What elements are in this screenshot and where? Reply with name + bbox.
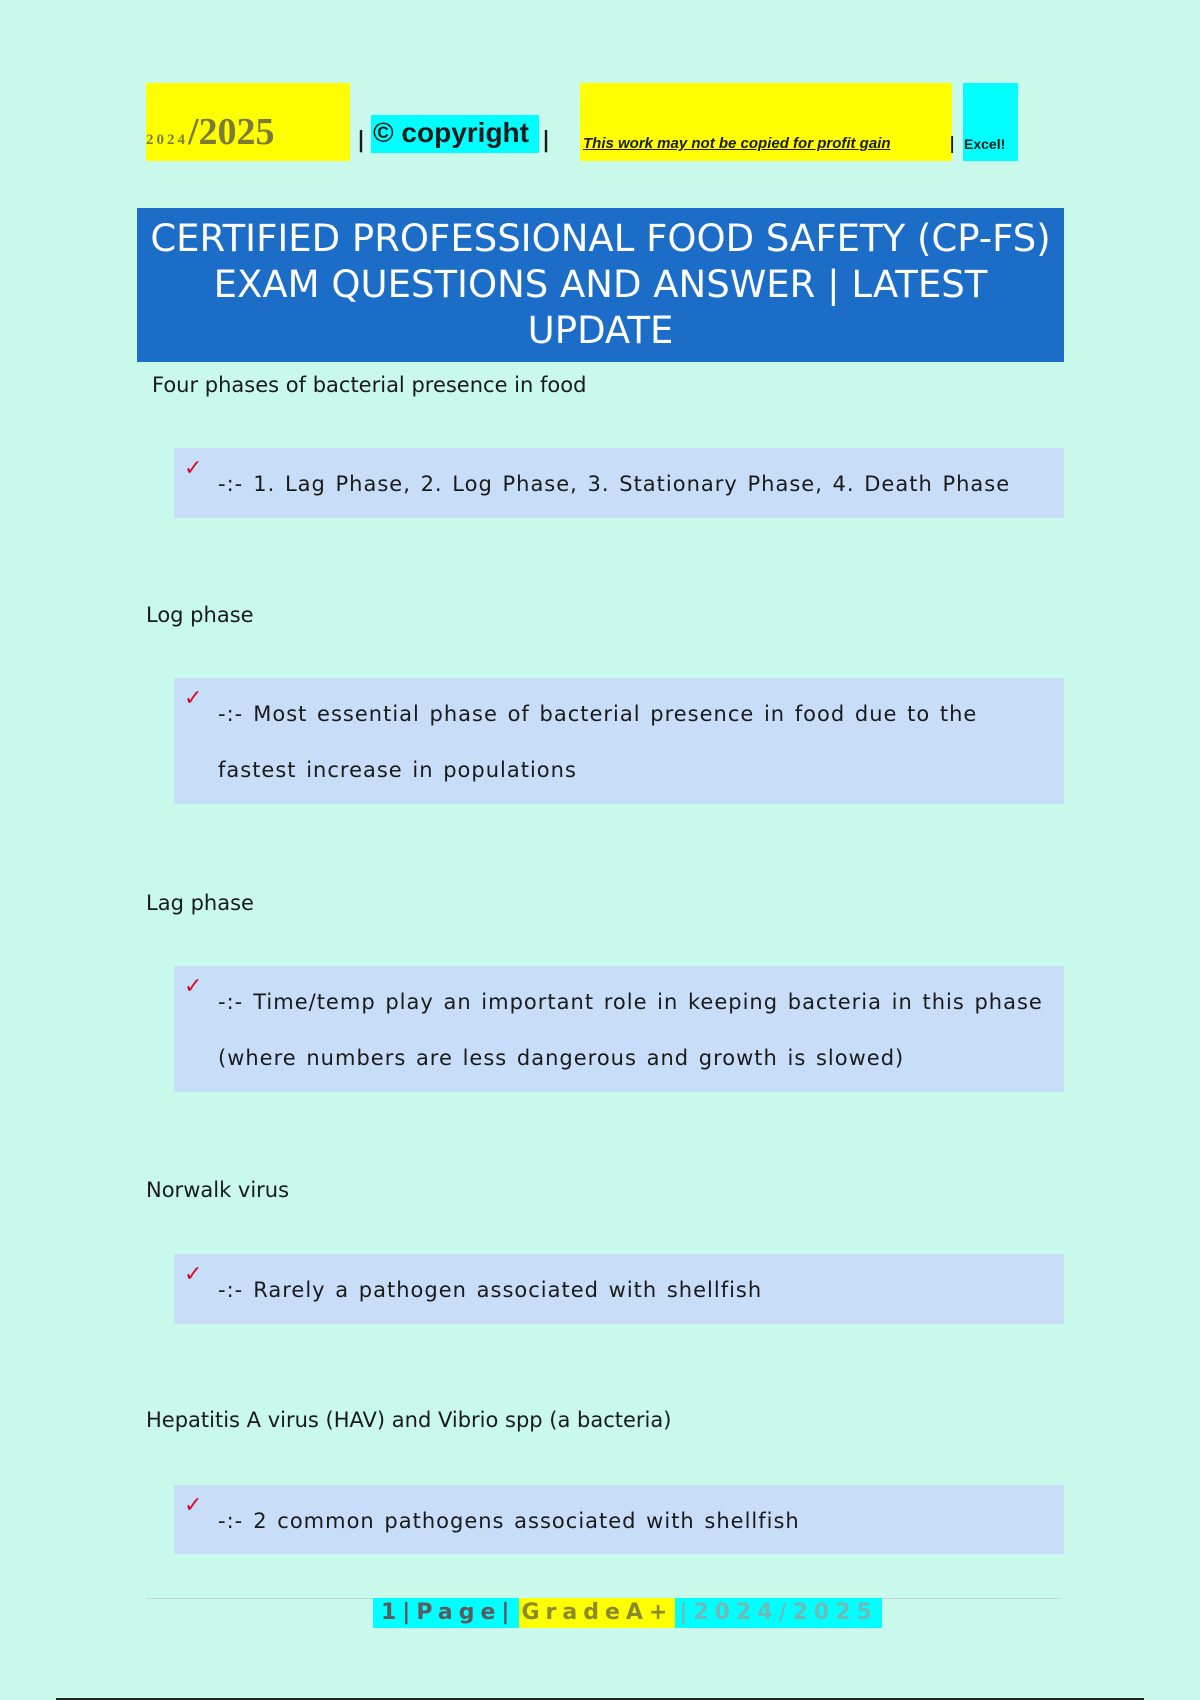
page-title: CERTIFIED PROFESSIONAL FOOD SAFETY (CP-FS) EXAM QUESTIONS AND ANSWER | LATEST UPDATE [150, 217, 1051, 352]
header-separator: | [542, 128, 551, 153]
checkmark-icon: ✓ [184, 686, 203, 711]
checkmark-icon: ✓ [184, 1493, 203, 1518]
answer-prefix: -:- [218, 472, 244, 496]
copy-notice: This work may not be copied for profit gain [583, 135, 891, 152]
checkmark-icon: ✓ [184, 974, 203, 999]
question-text: Lag phase [146, 891, 254, 915]
answer-box [174, 966, 1064, 1092]
title-banner [137, 208, 1064, 362]
page-footer [373, 1598, 882, 1628]
excel-label: Excel! [964, 136, 1006, 152]
answer-box [174, 448, 1064, 518]
footer-grade: GradeA+ [519, 1598, 675, 1628]
answer-text [218, 974, 1046, 1086]
answer-body: 2 common pathogens associated with shellfish [253, 1509, 800, 1533]
checkmark-icon: ✓ [184, 456, 203, 481]
answer-box [174, 1254, 1064, 1324]
question-text: Norwalk virus [146, 1178, 290, 1202]
answer-body: Rarely a pathogen associated with shellfish [253, 1278, 763, 1302]
answer-prefix: -:- [218, 702, 244, 726]
year-small: 2024 [146, 132, 188, 148]
question-text: Log phase [146, 603, 254, 627]
answer-body: Most essential phase of bacterial presence in food due to the fastest increase in populations [218, 702, 978, 782]
checkmark-icon: ✓ [184, 1262, 203, 1287]
answer-body: Time/temp play an important role in keeping bacteria in this phase (where numbers are less dangerous and growth is slowed) [218, 990, 1043, 1070]
answer-body: 1. Lag Phase, 2. Log Phase, 3. Stationary Phase, 4. Death Phase [253, 472, 1011, 496]
answer-text [218, 1493, 1046, 1549]
question-text: Four phases of bacterial presence in food [152, 373, 587, 397]
question-text: Hepatitis A virus (HAV) and Vibrio spp (a bacteria) [146, 1408, 672, 1432]
answer-box [174, 678, 1064, 804]
header-separator: | [357, 128, 366, 153]
answer-prefix: -:- [218, 990, 244, 1014]
answer-text [218, 456, 1046, 512]
answer-prefix: -:- [218, 1278, 244, 1302]
header-separator: | [949, 134, 956, 154]
year-label [146, 110, 275, 154]
year-big: /2025 [188, 111, 275, 153]
answer-box [174, 1485, 1064, 1554]
copyright-label: © copyright [373, 117, 529, 148]
answer-text [218, 686, 1046, 798]
footer-page: 1|Page| [373, 1598, 519, 1628]
answer-text [218, 1262, 1046, 1318]
answer-prefix: -:- [218, 1509, 244, 1533]
footer-year: |2024/2025 [675, 1598, 882, 1628]
